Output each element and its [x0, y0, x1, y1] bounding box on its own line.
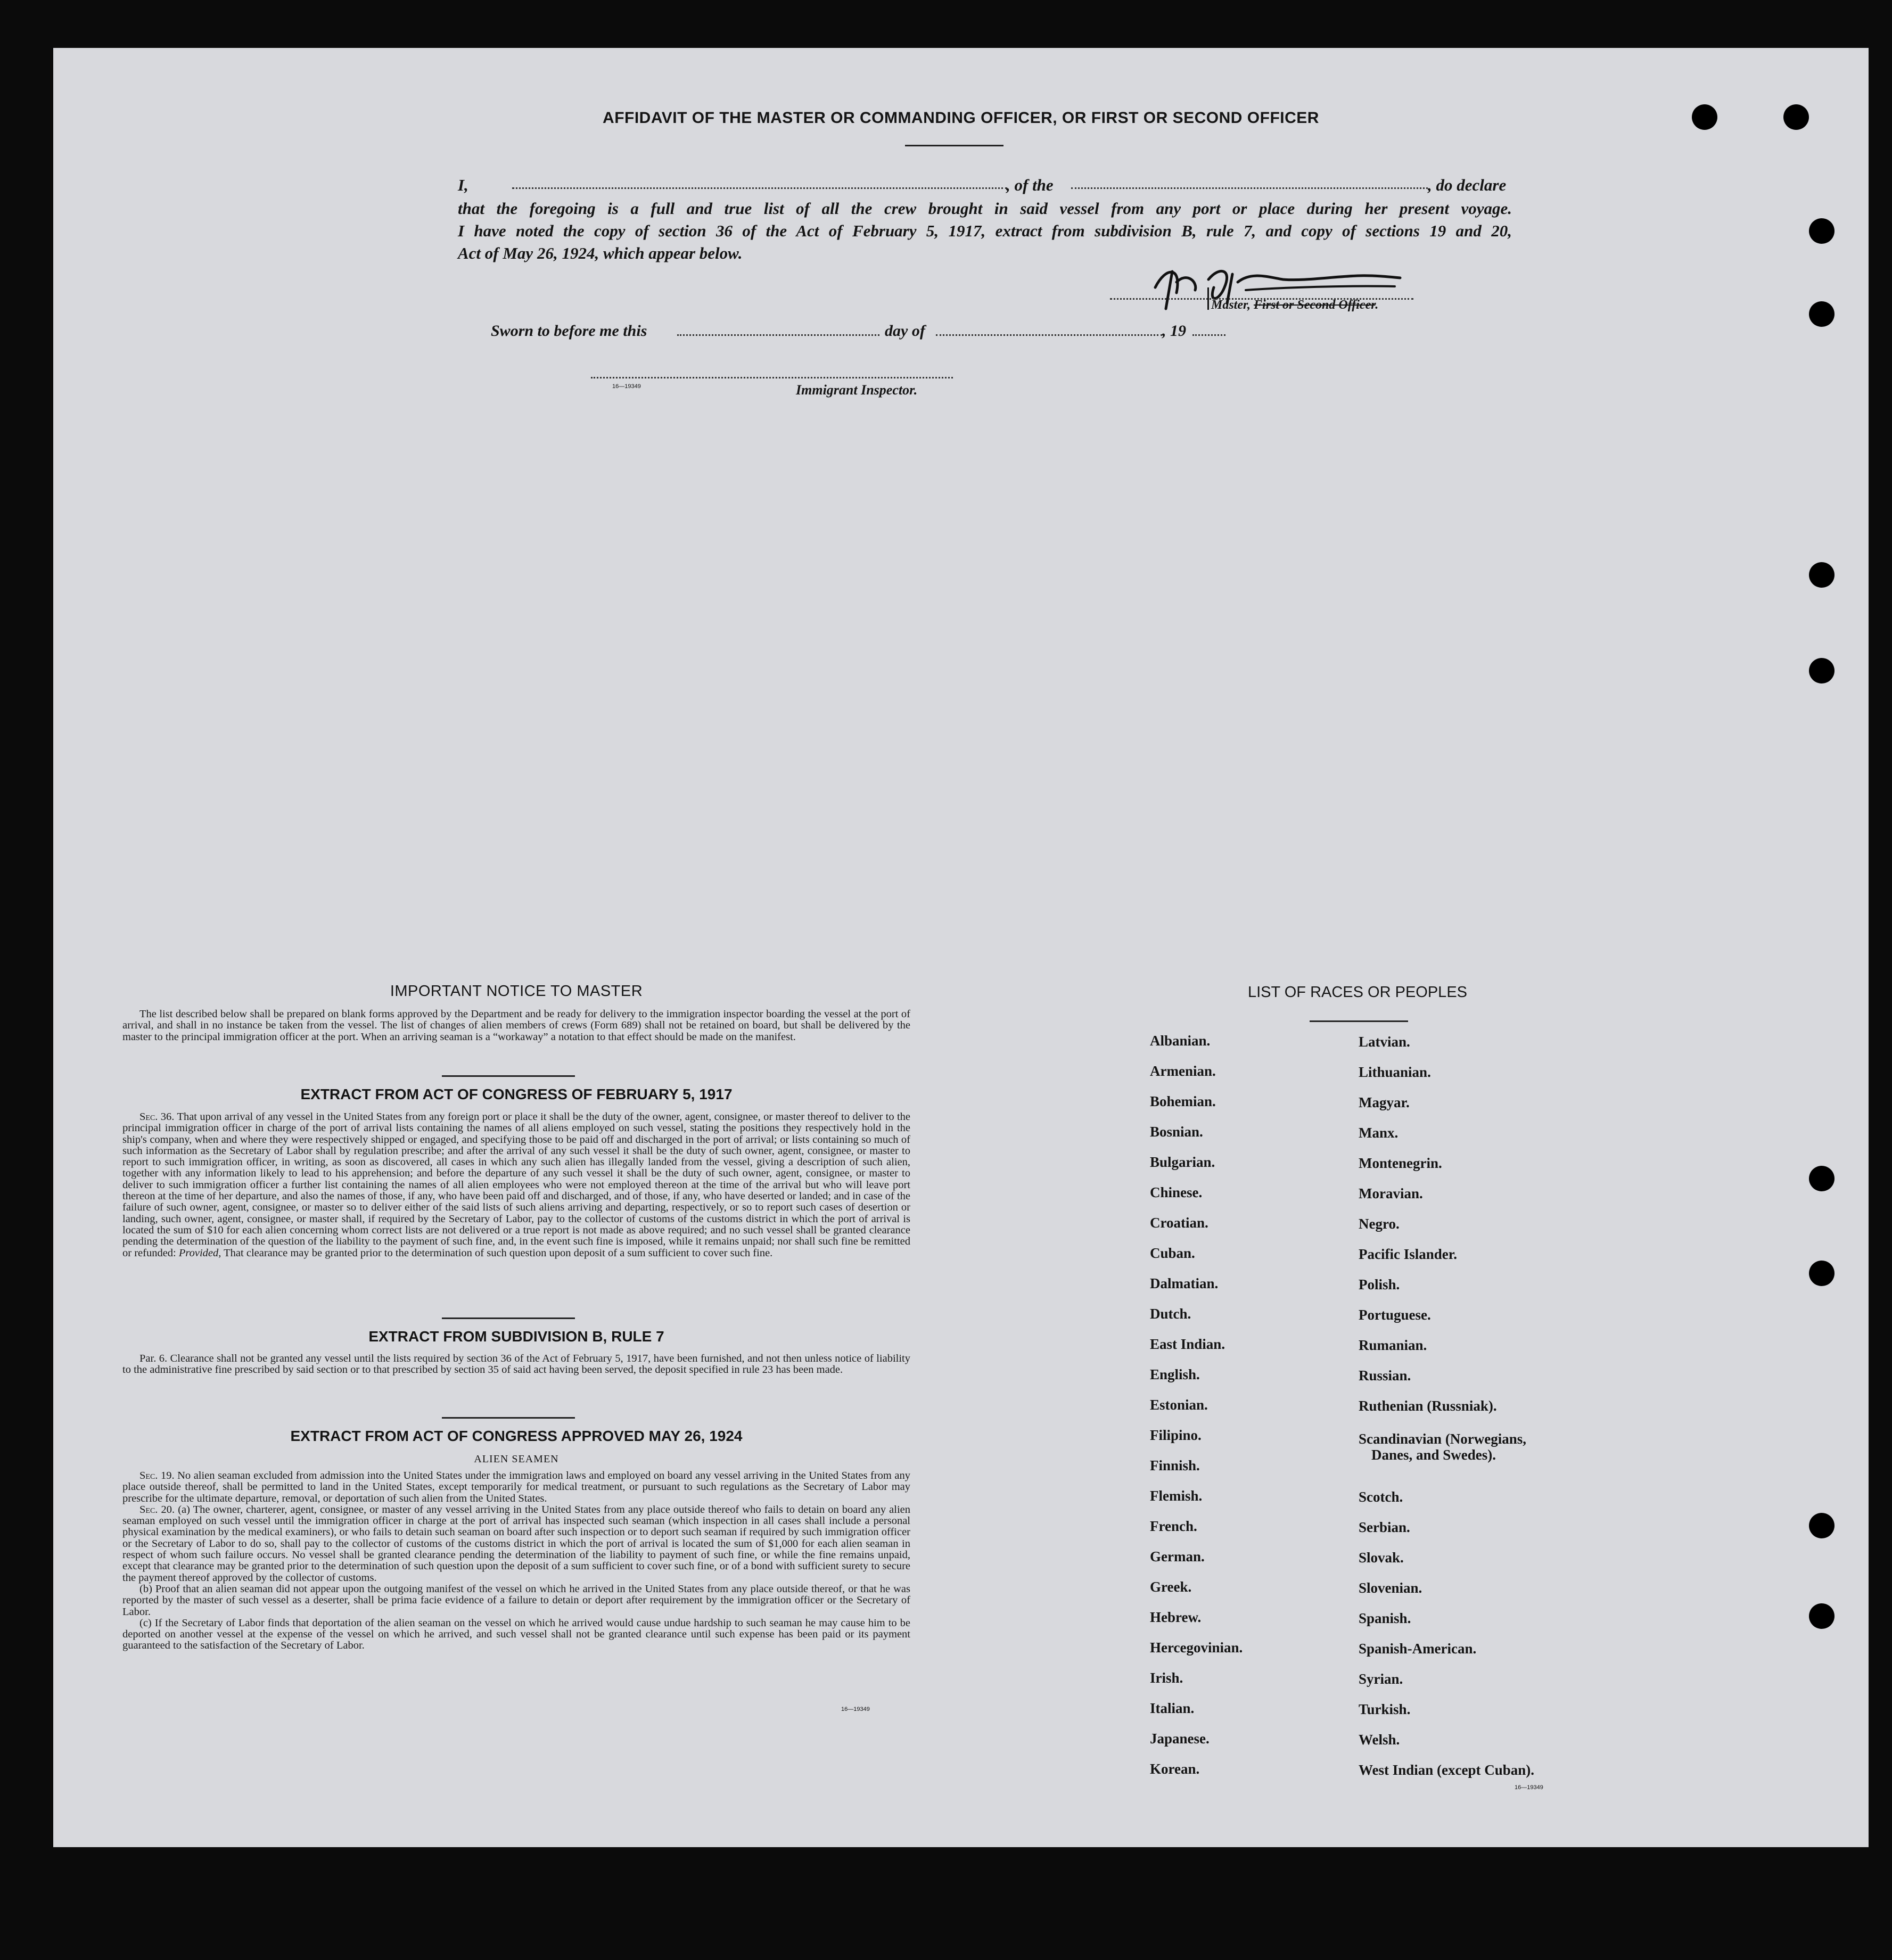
affidavit-line-3: I have noted the copy of section 36 of the Act of February 5, 1917, extract from subdivision B, rule 7, and copy of sections 19 and 20,: [458, 221, 1512, 240]
race-serbian: Serbian.: [1359, 1519, 1410, 1535]
sworn-year: , 19: [1162, 322, 1186, 340]
race-french: French.: [1150, 1518, 1197, 1534]
alien-seamen-subtitle: ALIEN SEAMEN: [474, 1453, 559, 1465]
signature-label: Master, First or Second Officer.: [1211, 298, 1379, 312]
affidavit-declare: , do declare: [1428, 176, 1507, 194]
punch-hole: [1692, 104, 1717, 130]
race-flemish: Flemish.: [1150, 1488, 1203, 1504]
sworn-year-blank[interactable]: [1192, 334, 1225, 336]
notice-title: IMPORTANT NOTICE TO MASTER: [390, 983, 643, 1000]
race-croatian: Croatian.: [1150, 1215, 1208, 1231]
race-spanish: Spanish.: [1359, 1610, 1411, 1626]
name-blank[interactable]: [512, 187, 1007, 189]
punch-hole: [1809, 658, 1835, 683]
extract-1917-body: Sec. 36. That upon arrival of any vessel in the United States from any foreign port or place it shall be the duty of the owner, agent, consignee, or master thereof to deliver to the principal immigration officer in charge of the port of arrival lists containing the names of all aliens employed on such vessel, stating the positions they respectively hold in the ship's company, when and where they were respectively shipped or engaged, and specifying those to be paid off and discharged in the port of arrival; or lists containing so much of such information as the Secretary of Labor shall by regulation prescribe; and after the arrival of any such vessel it shall be the duty of such owner, agent, consignee, or master to report to such immigration officer, in writing, as soon as discovered, all cases in which any such alien has illegally landed from the vessel, giving a description of such alien, together with any information likely to lead to his apprehension; and before the departure of any such vessel it shall be the duty of such owner, agent, consignee, or master to deliver to such immigration officer a further list containing the names of all alien employees who were not employed thereon at the time of the arrival but who will leave port thereon at the time of her departure, and also the names of those, if any, who have been paid off and discharged, and of those, if any, who have deserted or landed; and in case of the failure of such owner, agent, consignee, or master so to deliver either of the said lists of such aliens arriving and departing, respectively, or so to report such cases of desertion or landing, such owner, agent, consignee, or master shall, if required by the Secretary of Labor, pay to the collector of customs of the customs district in which the port of arrival is located the sum of $10 for each alien concerning whom correct lists are not delivered or a true report is not made as above required; and no such vessel shall be granted clearance pending the determination of the question of the liability to the payment of such fine, and, in the event such fine is imposed, while it remains unpaid; nor shall such fine be remitted or refunded: Provided, That clearance may be granted prior to the determination of such question upon deposit of a sum sufficient to cover such fine.: [122, 1111, 910, 1259]
races-title: LIST OF RACES OR PEOPLES: [1247, 984, 1468, 1001]
race-german: German.: [1150, 1549, 1205, 1564]
race-lithuanian: Lithuanian.: [1359, 1064, 1431, 1080]
race-scandinavian: Scandinavian (Norwegians,: [1359, 1431, 1527, 1447]
race-irish: Irish.: [1150, 1670, 1183, 1686]
title-divider: [905, 145, 1003, 146]
race-greek: Greek.: [1150, 1579, 1192, 1595]
race-russian: Russian.: [1359, 1368, 1411, 1383]
punch-hole: [1809, 1261, 1835, 1286]
race-spanish-american: Spanish-American.: [1359, 1641, 1477, 1657]
divider-3: [442, 1417, 575, 1419]
extract-rule7-title: EXTRACT FROM SUBDIVISION B, RULE 7: [368, 1328, 664, 1345]
sworn-date-blank[interactable]: [677, 334, 879, 336]
punch-hole: [1809, 1166, 1835, 1191]
affidavit-form-number: 16—19349: [612, 383, 641, 390]
punch-hole: [1809, 562, 1835, 588]
race-albanian: Albanian.: [1150, 1033, 1211, 1049]
race-syrian: Syrian.: [1359, 1671, 1403, 1687]
race-armenian: Armenian.: [1150, 1063, 1216, 1079]
race-scandinavian-cont: Danes, and Swedes).: [1371, 1447, 1496, 1463]
inspector-label: Immigrant Inspector.: [796, 382, 918, 398]
race-magyar: Magyar.: [1359, 1094, 1410, 1110]
race-polish: Polish.: [1359, 1277, 1400, 1292]
race-east-indian: East Indian.: [1150, 1336, 1225, 1352]
race-ruthenian: Ruthenian (Russniak).: [1359, 1398, 1497, 1414]
affidavit-title: AFFIDAVIT OF THE MASTER OR COMMANDING OFFICER, OR FIRST OR SECOND OFFICER: [603, 109, 1319, 127]
affidavit-line-4: Act of May 26, 1924, which appear below.: [458, 244, 743, 262]
race-dalmatian: Dalmatian.: [1150, 1275, 1219, 1291]
punch-hole: [1809, 301, 1835, 327]
race-moravian: Moravian.: [1359, 1185, 1423, 1201]
race-bosnian: Bosnian.: [1150, 1124, 1203, 1140]
extract-rule7-body: Par. 6. Clearance shall not be granted any vessel until the lists required by section 36 of the Act of February 5, 1917, have been furnished, and not then unless notice of liability to the administrative fine prescribed by said section or to that prescribed by section 35 of said act having been served, the deposit specified in rule 23 has been made.: [122, 1353, 910, 1376]
race-filipino: Filipino.: [1150, 1427, 1202, 1443]
notice-body: The list described below shall be prepared on blank forms approved by the Department and be ready for delivery to the immigration inspector boarding the vessel at the port of arrival, and shall in no instance be taken from the vessel. The list of changes of alien members of crews (Form 689) shall not be retained on board, but shall be delivered by the master to the principal immigration officer at the port. When an arriving seaman is a “workaway” a notation to that effect should be made on the manifest.: [122, 1008, 910, 1043]
races-divider: [1310, 1020, 1408, 1022]
race-west-indian: West Indian (except Cuban).: [1359, 1762, 1535, 1778]
extract-1917-title: EXTRACT FROM ACT OF CONGRESS OF FEBRUARY 5, 1917: [300, 1086, 733, 1102]
vessel-blank[interactable]: [1071, 187, 1428, 189]
race-bulgarian: Bulgarian.: [1150, 1154, 1215, 1170]
race-korean: Korean.: [1150, 1761, 1200, 1777]
race-rumanian: Rumanian.: [1359, 1337, 1427, 1353]
punch-hole: [1809, 1513, 1835, 1538]
race-estonian: Estonian.: [1150, 1397, 1208, 1413]
race-chinese: Chinese.: [1150, 1184, 1203, 1200]
races-form-number: 16—19349: [1515, 1784, 1543, 1791]
race-hercegovinian: Hercegovinian.: [1150, 1640, 1243, 1656]
sworn-prefix: Sworn to before me this: [491, 322, 647, 340]
divider-2: [442, 1317, 575, 1319]
race-hebrew: Hebrew.: [1150, 1609, 1202, 1625]
extract-1924-title: EXTRACT FROM ACT OF CONGRESS APPROVED MAY 26, 1924: [290, 1428, 743, 1444]
race-cuban: Cuban.: [1150, 1245, 1195, 1261]
punch-hole: [1809, 1603, 1835, 1629]
punch-hole: [1783, 104, 1809, 130]
affidavit-i: I,: [458, 176, 468, 194]
race-turkish: Turkish.: [1359, 1701, 1411, 1717]
sworn-day-of: day of: [885, 322, 925, 340]
signature-mark: [1207, 287, 1209, 310]
inspector-line: [591, 377, 953, 378]
race-japanese: Japanese.: [1150, 1731, 1210, 1747]
race-latvian: Latvian.: [1359, 1034, 1410, 1050]
sworn-month-blank[interactable]: [936, 334, 1162, 336]
race-scotch: Scotch.: [1359, 1489, 1403, 1505]
race-finnish: Finnish.: [1150, 1457, 1200, 1473]
race-bohemian: Bohemian.: [1150, 1093, 1216, 1109]
race-dutch: Dutch.: [1150, 1306, 1191, 1322]
punch-hole: [1809, 218, 1835, 244]
affidavit-line-2: that the foregoing is a full and true list of all the crew brought in said vessel from any port or place during her present voyage.: [458, 199, 1512, 218]
race-manx: Manx.: [1359, 1125, 1399, 1141]
race-portuguese: Portuguese.: [1359, 1307, 1431, 1323]
race-pacific-islander: Pacific Islander.: [1359, 1246, 1457, 1262]
race-welsh: Welsh.: [1359, 1732, 1400, 1748]
affidavit-of-the: , of the: [1006, 176, 1054, 194]
divider-1: [442, 1075, 575, 1077]
extract-form-number: 16—19349: [841, 1706, 870, 1712]
race-slovak: Slovak.: [1359, 1550, 1404, 1566]
document-sheet: [53, 48, 1869, 1847]
race-negro: Negro.: [1359, 1216, 1400, 1232]
race-slovenian: Slovenian.: [1359, 1580, 1422, 1596]
sec-36-label: Sec. 36.: [139, 1111, 175, 1123]
race-italian: Italian.: [1150, 1700, 1195, 1716]
race-montenegrin: Montenegrin.: [1359, 1155, 1442, 1171]
race-english: English.: [1150, 1366, 1200, 1382]
extract-1924-body: Sec. 19. No alien seaman excluded from admission into the United States under the immigration laws and employed on board any vessel arriving in the United States from any place outside thereof, shall be permitted to land in the United States, except temporarily for medical treatment, or pursuant to such regulations as the Secretary of Labor may prescribe for the ultimate departure, removal, or deportation of such alien from the United States. Sec. 20. (a) The owner, charterer, agent, consignee, or master of any vessel arriving in the United States from any place outside thereof who fails to detain on board any alien seaman employed on such vessel until the immigration officer in charge at the port of arrival has inspected such seaman (which inspection in all cases shall include a personal physical examination by the medical examiners), or who fails to detain such seaman on board after such inspection or to deport such seaman if required by such immigration officer or the Secretary of Labor to do so, shall pay to the collector of customs of the customs district in which the port of arrival is located the sum of $1,000 for each alien seaman in respect of whom such failure occurs. No vessel shall be granted clearance pending the determination of the liability to payment of such fine, or while the fine remains unpaid, except that clearance may be granted prior to the determination of such question upon the deposit of a sum sufficient to cover such fine, or of a bond with sufficient surety to secure the payment thereof approved by the collector of customs. (b) Proof that an alien seaman did not appear upon the outgoing manifest of the vessel on which he arrived in the United States from any place outside thereof, or that he was reported by the master of such vessel as a deserter, shall be prima facie evidence of a failure to detain or deport after requirement by the immigration officer or the Secretary of Labor. (c) If the Secretary of Labor finds that deportation of the alien seaman on the vessel on which he arrived would cause undue hardship to such seaman he may cause him to be deported on another vessel at the expense of the vessel on which he arrived, and such vessel shall not be granted clearance until such expense has been paid or its payment guaranteed to the satisfaction of the Secretary of Labor.: [122, 1470, 911, 1652]
